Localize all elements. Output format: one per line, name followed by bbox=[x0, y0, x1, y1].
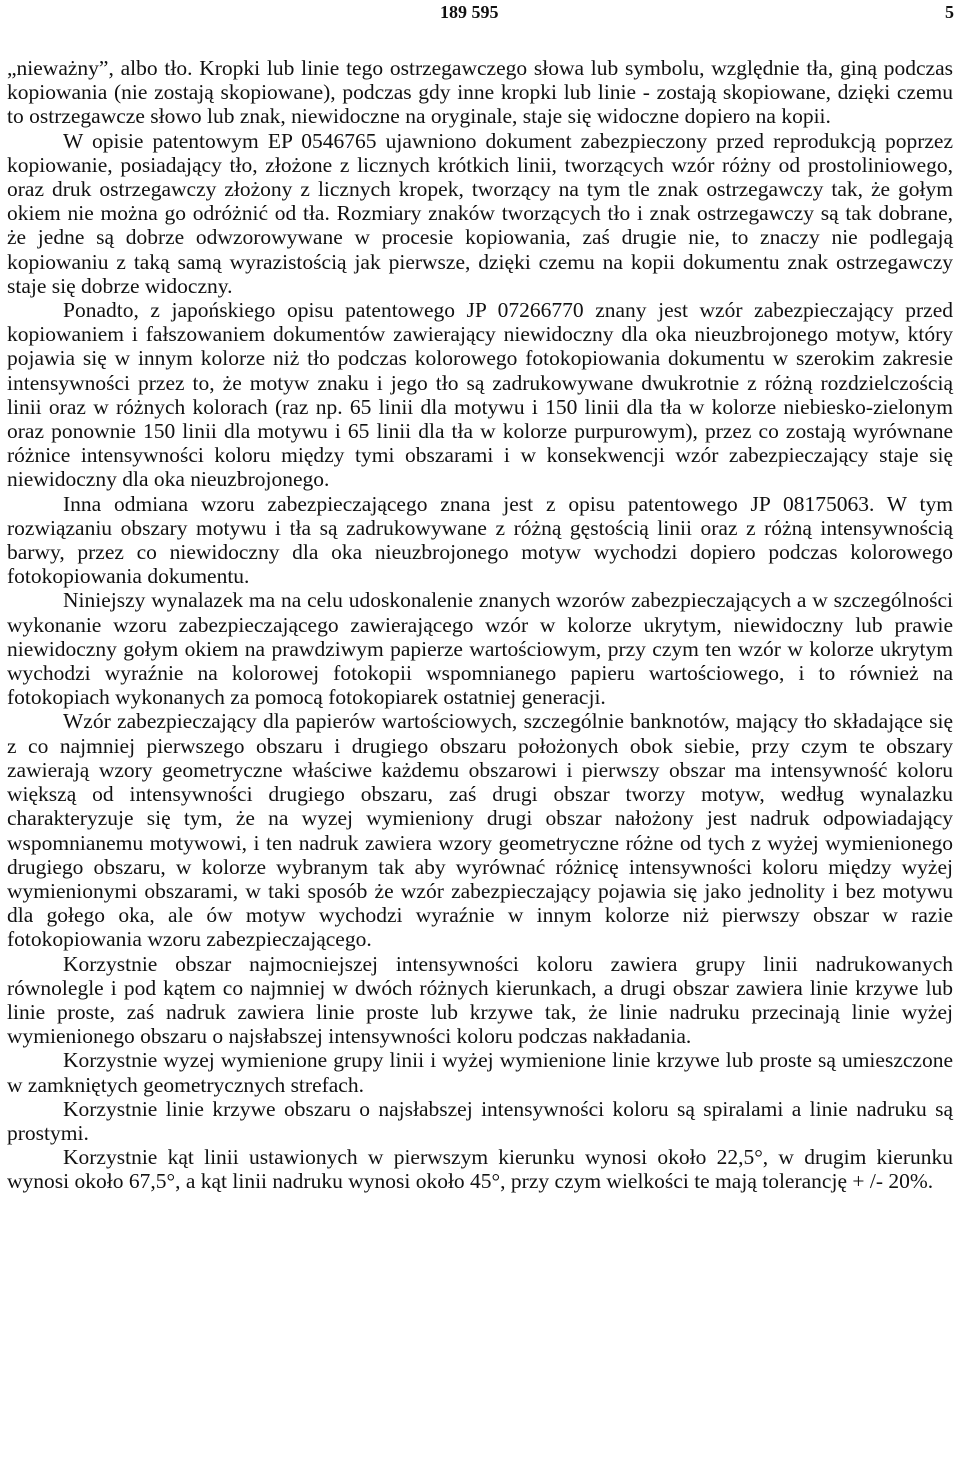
paragraph: Korzystnie obszar najmocniejszej intensywności koloru zawiera grupy linii nadrukowanych równolegle i pod kątem co najmniej w dwóch różnych kierunkach, a drugi obszar zawiera linie krzywe lub linie proste, zaś nadruk zawiera linie proste lub krzywe tak, że linie nadruku przecinają linie wyżej wymienionego obszaru o najsłabszej intensywności koloru podczas nakładania. bbox=[7, 951, 953, 1049]
paragraph: „nieważny”, albo tło. Kropki lub linie tego ostrzegawczego słowa lub symbolu, względnie tła, giną podczas kopiowania (nie zostają skopiowane), podczas gdy inne kropki lub linie - zostają skopiowane, dzięki czemu to ostrzegawcze słowo lub znak, niewidoczne na oryginale, staje się widoczne dopiero na kopii. bbox=[7, 56, 953, 129]
paragraph: Inna odmiana wzoru zabezpieczającego znana jest z opisu patentowego JP 08175063. W tym rozwiązaniu obszary motywu i tła są zadrukowywane z różną gęstością linii oraz z różną intensywnością barwy, przez co niewidoczny dla oka nieuzbrojonego motyw wychodzi dopiero podczas kolorowego fotokopiowania dokumentu. bbox=[7, 491, 953, 589]
paragraph: Wzór zabezpieczający dla papierów wartościowych, szczególnie banknotów, mający tło składające się z co najmniej pierwszego obszaru i drugiego obszaru położonych obok siebie, przy czym te obszary zawierają wzory geometryczne właściwe każdemu obszarowi i pierwszy obszar ma intensywność koloru większą od intensywności drugiego obszaru, zaś drugi obszar tworzy motyw, według wynalazku charakteryzuje się tym, że na wyzej wymieniony drugi obszar nałożony jest nadruk odpowiadający wspomnianemu motywowi, i ten nadruk zawiera wzory geometryczne różne od tych z wyżej wymienionego drugiego obszaru, w kolorze wybranym tak aby wyrównać różnicę intensywności koloru między wyżej wymienionymi obszarami, w taki sposób że wzór zabezpieczający pojawia się jako jednolity i bez motywu dla gołego oka, ale ów motyw wychodzi wyraźnie w innym kolorze niż pierwszy obszar w razie fotokopiowania wzoru zabezpieczającego. bbox=[7, 709, 953, 952]
page-number: 5 bbox=[945, 2, 954, 22]
paragraph: Korzystnie wyzej wymienione grupy linii i wyżej wymienione linie krzywe lub proste są umieszczone w zamkniętych geometrycznych strefach. bbox=[7, 1048, 953, 1097]
paragraph: Korzystnie linie krzywe obszaru o najsłabszej intensywności koloru są spiralami a linie nadruku są prostymi. bbox=[7, 1096, 953, 1145]
document-body bbox=[7, 56, 953, 1194]
paragraph: Ponadto, z japońskiego opisu patentowego JP 07266770 znany jest wzór zabezpieczający przed kopiowaniem i fałszowaniem dokumentów zawierający niewidoczny dla oka nieuzbrojonego motyw, który pojawia się w innym kolorze niż tło podczas kolorowego fotokopiowania dokumentu w szerokim zakresie intensywności przez to, że motyw znaku i jego tło są zadrukowywane dwukrotnie z różną rozdzielczością linii oraz w różnych kolorach (raz np. 65 linii dla motywu i 150 linii dla tła w kolorze niebiesko-zielonym oraz ponownie 150 linii dla motywu i 65 linii dla tła w kolorze purpurowym), przez co zostają wyrównane różnice intensywności koloru między tymi obszarami i w konsekwencji wzór zabezpieczający staje się niewidoczny dla oka nieuzbrojonego. bbox=[7, 298, 953, 492]
page-header bbox=[0, 2, 960, 28]
paragraph: Niniejszy wynalazek ma na celu udoskonalenie znanych wzorów zabezpieczających a w szczególności wykonanie wzoru zabezpieczającego zawierającego wzór w kolorze ukrytym, niewidoczny lub prawie niewidoczny gołym okiem na prawdziwym papierze wartościowym, przy czym ten wzór w kolorze ukrytym wychodzi wyraźnie na kolorowej fotokopii wspomnianego papieru wartościowego, i to również na fotokopiach wykonanych za pomocą fotokopiarek ostatniej generacji. bbox=[7, 588, 953, 710]
paragraph: Korzystnie kąt linii ustawionych w pierwszym kierunku wynosi około 22,5°, w drugim kierunku wynosi około 67,5°, a kąt linii nadruku wynosi około 45°, przy czym wielkości te mają tolerancję + /- 20%. bbox=[7, 1145, 953, 1194]
paragraph: W opisie patentowym EP 0546765 ujawniono dokument zabezpieczony przed reprodukcją poprzez kopiowanie, posiadający tło, złożone z licznych krótkich linii, tworzących wzór różny od prostoliniowego, oraz druk ostrzegawczy złożony z licznych kropek, tworzący na tym tle znak ostrzegawczy tak, że gołym okiem nie można go odróżnić od tła. Rozmiary znaków tworzących tło i znak ostrzegawczy są tak dobrane, że jedne są dobrze odwzorowywane w procesie kopiowania, zaś drugie nie, to znaczy nie podlegają kopiowaniu z taką samą wyrazistością jak pierwsze, dzięki czemu na kopii dokumentu znak ostrzegawczy staje się dobrze widoczny. bbox=[7, 128, 953, 298]
patent-number: 189 595 bbox=[440, 2, 499, 22]
